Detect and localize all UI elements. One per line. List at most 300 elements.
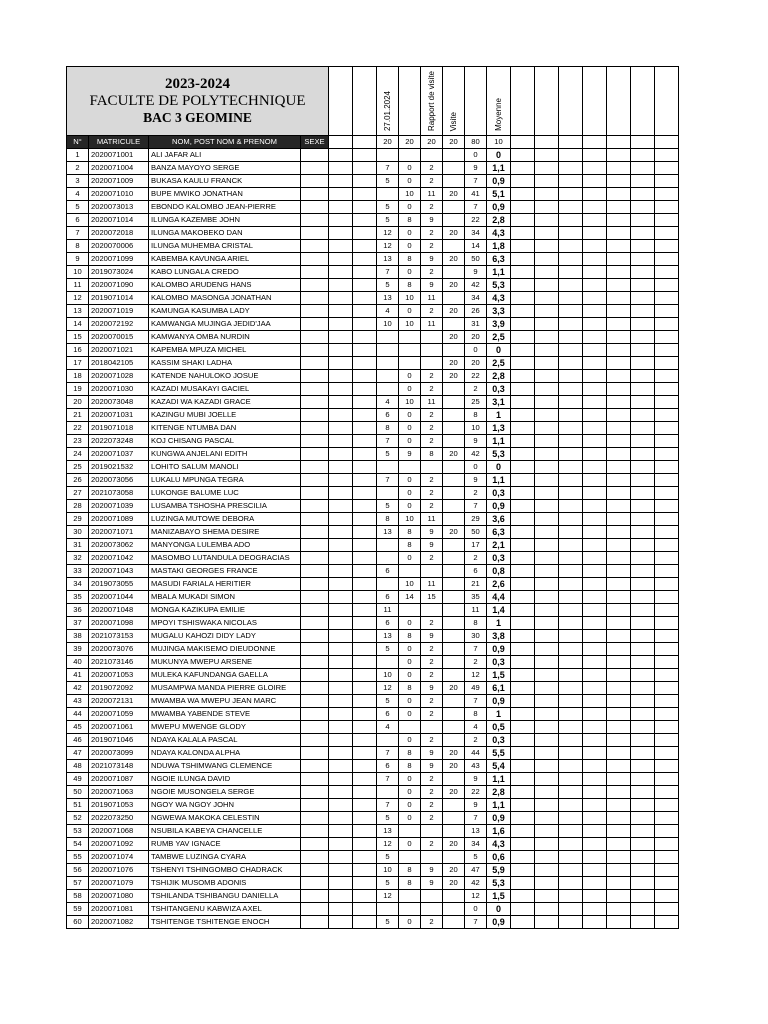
score-cell [443, 214, 465, 227]
blank-cell [607, 734, 631, 747]
blank-cell [329, 617, 353, 630]
score-cell [399, 903, 421, 916]
table-row [67, 162, 679, 175]
row-number: 7 [67, 227, 89, 240]
row-number: 8 [67, 240, 89, 253]
blank-cell [511, 825, 535, 838]
student-name-cell: MANYONGA LULEMBA ADO [149, 539, 301, 552]
blank-cell [607, 474, 631, 487]
moyenne-cell: 2,8 [487, 214, 511, 227]
total-cell: 42 [465, 279, 487, 292]
student-name-cell: KABEMBA KAVUNGA ARIEL [149, 253, 301, 266]
table-row [67, 682, 679, 695]
student-name-cell: NGOIE MUSONGELA SERGE [149, 786, 301, 799]
score-cell [443, 435, 465, 448]
blank-cell [329, 786, 353, 799]
score-cell: 8 [399, 630, 421, 643]
blank-cell [559, 903, 583, 916]
matricule-cell: 2020071082 [89, 916, 149, 929]
blank-cell [329, 253, 353, 266]
score-cell [443, 799, 465, 812]
blank-cell [559, 461, 583, 474]
blank-cell [535, 799, 559, 812]
blank-cell [583, 396, 607, 409]
blank-cell [353, 695, 377, 708]
blank-cell [535, 370, 559, 383]
blank-cell [607, 890, 631, 903]
student-name-cell: KAZINGU MUBI JOELLE [149, 409, 301, 422]
sexe-cell [301, 591, 329, 604]
blank-cell [583, 695, 607, 708]
blank-cell [535, 513, 559, 526]
score-cell [377, 149, 399, 162]
blank-cell [583, 175, 607, 188]
score-cell: 2 [421, 695, 443, 708]
blank-cell [535, 760, 559, 773]
table-row [67, 279, 679, 292]
score-cell [377, 656, 399, 669]
row-number: 46 [67, 734, 89, 747]
blank-cell [607, 409, 631, 422]
row-number: 12 [67, 292, 89, 305]
sexe-cell [301, 344, 329, 357]
sexe-cell [301, 578, 329, 591]
blank-cell [535, 903, 559, 916]
sexe-cell [301, 552, 329, 565]
score-cell: 0 [399, 643, 421, 656]
score-cell [421, 149, 443, 162]
blank-cell [583, 643, 607, 656]
score-cell: 0 [399, 799, 421, 812]
table-row [67, 513, 679, 526]
blank-cell [329, 903, 353, 916]
blank-cell [583, 279, 607, 292]
blank-cell [583, 253, 607, 266]
blank-cell [353, 578, 377, 591]
total-cell: 9 [465, 435, 487, 448]
blank-cell [607, 201, 631, 214]
blank-cell [607, 760, 631, 773]
blank-cell [583, 890, 607, 903]
score-cell [443, 513, 465, 526]
blank-cell [535, 708, 559, 721]
total-cell: 22 [465, 214, 487, 227]
blank-cell [631, 214, 655, 227]
score-cell [443, 201, 465, 214]
blank-cell [607, 188, 631, 201]
total-cell: 12 [465, 669, 487, 682]
score-cell: 9 [421, 682, 443, 695]
blank-cell [535, 279, 559, 292]
score-cell: 5 [377, 500, 399, 513]
total-cell: 7 [465, 916, 487, 929]
row-number: 52 [67, 812, 89, 825]
matricule-cell: 2019071046 [89, 734, 149, 747]
row-number: 38 [67, 630, 89, 643]
score-cell: 11 [421, 396, 443, 409]
blank-cell [559, 370, 583, 383]
total-cell: 7 [465, 812, 487, 825]
score-cell [399, 461, 421, 474]
blank-cell [631, 240, 655, 253]
blank-cell [353, 552, 377, 565]
blank-cell [583, 370, 607, 383]
blank-cell [511, 422, 535, 435]
blank-cell [353, 903, 377, 916]
score-cell: 11 [421, 578, 443, 591]
blank-cell [353, 461, 377, 474]
score-cell: 0 [399, 266, 421, 279]
table-row [67, 331, 679, 344]
sexe-cell [301, 370, 329, 383]
blank-cell [511, 864, 535, 877]
blank-cell [607, 305, 631, 318]
blank-cell [607, 864, 631, 877]
blank-cell [511, 513, 535, 526]
sexe-cell [301, 279, 329, 292]
score-cell [377, 734, 399, 747]
blank-cell [353, 513, 377, 526]
table-row [67, 266, 679, 279]
total-cell: 20 [465, 357, 487, 370]
blank-cell [583, 513, 607, 526]
sexe-cell [301, 448, 329, 461]
blank-cell [607, 630, 631, 643]
score-cell [443, 396, 465, 409]
matricule-cell: 2020071059 [89, 708, 149, 721]
total-cell: 21 [465, 578, 487, 591]
total-cell: 2 [465, 734, 487, 747]
blank-cell [535, 552, 559, 565]
score-cell: 5 [377, 916, 399, 929]
blank-cell [353, 565, 377, 578]
student-name-cell: KAMWANYA OMBA NURDIN [149, 331, 301, 344]
score-cell: 2 [421, 669, 443, 682]
score-cell: 0 [399, 916, 421, 929]
blank-cell [583, 552, 607, 565]
blank-cell [655, 747, 679, 760]
student-name-cell: KALOMBO ARUDENG HANS [149, 279, 301, 292]
score-cell: 20 [443, 786, 465, 799]
blank-cell [329, 214, 353, 227]
blank-cell [511, 396, 535, 409]
blank-cell [655, 669, 679, 682]
blank-cell [655, 487, 679, 500]
blank-cell [583, 578, 607, 591]
score-cell: 0 [399, 305, 421, 318]
blank-cell [559, 149, 583, 162]
table-row [67, 552, 679, 565]
blank-cell [353, 682, 377, 695]
blank-cell [583, 474, 607, 487]
score-cell: 6 [377, 591, 399, 604]
blank-cell [511, 643, 535, 656]
eval-header-rapport: Rapport de visite [421, 67, 443, 136]
blank-cell [511, 461, 535, 474]
blank-cell [631, 630, 655, 643]
blank-cell [607, 799, 631, 812]
blank-cell [607, 253, 631, 266]
blank-cell [353, 500, 377, 513]
score-cell: 0 [399, 734, 421, 747]
blank-cell [559, 721, 583, 734]
moyenne-cell: 1 [487, 708, 511, 721]
moyenne-cell: 6,3 [487, 253, 511, 266]
blank-cell [511, 266, 535, 279]
blank-cell [559, 864, 583, 877]
matricule-cell: 2020071037 [89, 448, 149, 461]
blank-cell [631, 669, 655, 682]
blank-cell [329, 422, 353, 435]
blank-cell [353, 266, 377, 279]
max-score: 10 [487, 136, 511, 149]
blank-cell [511, 500, 535, 513]
blank-cell [655, 162, 679, 175]
row-number: 56 [67, 864, 89, 877]
sexe-cell [301, 500, 329, 513]
score-cell [443, 643, 465, 656]
total-cell: 49 [465, 682, 487, 695]
score-cell [421, 331, 443, 344]
total-cell: 42 [465, 448, 487, 461]
score-cell: 11 [421, 513, 443, 526]
score-cell [443, 825, 465, 838]
blank-cell [583, 149, 607, 162]
row-number: 36 [67, 604, 89, 617]
student-name-cell: NDAYA KALONDA ALPHA [149, 747, 301, 760]
blank-cell [655, 786, 679, 799]
score-cell: 2 [421, 422, 443, 435]
matricule-cell: 2020071048 [89, 604, 149, 617]
score-cell: 14 [399, 591, 421, 604]
eval-header-visite: Visite [443, 67, 465, 136]
score-cell [443, 734, 465, 747]
blank-cell [353, 149, 377, 162]
score-cell: 2 [421, 201, 443, 214]
blank-cell [353, 747, 377, 760]
blank-cell [535, 422, 559, 435]
student-name-cell: KAZADI WA KAZADI GRACE [149, 396, 301, 409]
row-number: 54 [67, 838, 89, 851]
blank-cell [329, 630, 353, 643]
blank-cell [583, 201, 607, 214]
score-cell [443, 383, 465, 396]
blank-cell [511, 786, 535, 799]
blank-cell [631, 812, 655, 825]
blank-cell [535, 747, 559, 760]
score-cell [443, 890, 465, 903]
blank-cell [535, 838, 559, 851]
score-cell: 7 [377, 435, 399, 448]
blank-cell [535, 643, 559, 656]
student-name-cell: KITENGE NTUMBA DAN [149, 422, 301, 435]
table-row [67, 630, 679, 643]
blank-cell [583, 760, 607, 773]
blank-cell [655, 812, 679, 825]
blank-cell [559, 409, 583, 422]
total-cell: 30 [465, 630, 487, 643]
blank-cell [583, 227, 607, 240]
blank-cell [631, 721, 655, 734]
row-number: 16 [67, 344, 89, 357]
blank-cell [607, 292, 631, 305]
moyenne-cell: 1,1 [487, 799, 511, 812]
blank-cell [631, 695, 655, 708]
row-number: 47 [67, 747, 89, 760]
blank-cell [607, 539, 631, 552]
blank-header-cell [511, 136, 535, 149]
score-cell: 11 [421, 188, 443, 201]
blank-cell [559, 656, 583, 669]
blank-cell [607, 916, 631, 929]
table-row [67, 617, 679, 630]
moyenne-cell: 5,3 [487, 279, 511, 292]
total-cell: 6 [465, 565, 487, 578]
blank-cell [583, 669, 607, 682]
score-cell: 8 [399, 526, 421, 539]
row-number: 30 [67, 526, 89, 539]
score-cell: 20 [443, 305, 465, 318]
matricule-cell: 2020071079 [89, 877, 149, 890]
matricule-cell: 2020071030 [89, 383, 149, 396]
blank-cell [353, 201, 377, 214]
score-cell: 0 [399, 617, 421, 630]
blank-cell [607, 877, 631, 890]
row-number: 26 [67, 474, 89, 487]
student-name-cell: MANIZABAYO SHEMA DESIRE [149, 526, 301, 539]
blank-cell [329, 851, 353, 864]
table-row [67, 474, 679, 487]
total-cell: 8 [465, 708, 487, 721]
matricule-cell: 2021073058 [89, 487, 149, 500]
blank-cell [535, 435, 559, 448]
sexe-cell [301, 630, 329, 643]
table-row [67, 786, 679, 799]
blank-cell [583, 617, 607, 630]
score-cell [377, 370, 399, 383]
blank-cell [655, 708, 679, 721]
blank-cell [511, 253, 535, 266]
blank-header-cell [559, 136, 583, 149]
blank-cell [631, 292, 655, 305]
blank-cell [631, 747, 655, 760]
table-row [67, 487, 679, 500]
score-cell: 20 [443, 188, 465, 201]
student-name-cell: TSHILANDA TSHIBANGU DANIELLA [149, 890, 301, 903]
blank-cell [559, 188, 583, 201]
blank-cell [655, 214, 679, 227]
score-cell [443, 851, 465, 864]
blank-cell [607, 747, 631, 760]
matricule-cell: 2020071021 [89, 344, 149, 357]
sexe-cell [301, 708, 329, 721]
score-cell: 2 [421, 383, 443, 396]
score-cell [443, 149, 465, 162]
score-cell: 2 [421, 500, 443, 513]
score-cell [377, 578, 399, 591]
moyenne-cell: 0,9 [487, 916, 511, 929]
total-cell: 9 [465, 773, 487, 786]
blank-cell [559, 851, 583, 864]
row-number: 28 [67, 500, 89, 513]
score-cell: 20 [443, 682, 465, 695]
matricule-cell: 2020071087 [89, 773, 149, 786]
blank-cell [511, 565, 535, 578]
row-number: 9 [67, 253, 89, 266]
score-cell [421, 903, 443, 916]
row-number: 39 [67, 643, 89, 656]
blank-cell [583, 266, 607, 279]
blank-cell [583, 877, 607, 890]
score-cell: 2 [421, 838, 443, 851]
score-cell: 2 [421, 227, 443, 240]
score-cell: 2 [421, 617, 443, 630]
matricule-cell: 2020071044 [89, 591, 149, 604]
blank-cell [353, 162, 377, 175]
student-name-cell: NGOIE ILUNGA DAVID [149, 773, 301, 786]
total-cell: 7 [465, 500, 487, 513]
score-cell: 2 [421, 162, 443, 175]
score-cell [377, 786, 399, 799]
total-cell: 7 [465, 695, 487, 708]
table-row [67, 305, 679, 318]
blank-cell [511, 188, 535, 201]
total-cell: 25 [465, 396, 487, 409]
matricule-cell: 2020071074 [89, 851, 149, 864]
blank-cell [559, 734, 583, 747]
total-cell: 41 [465, 188, 487, 201]
blank-cell [631, 565, 655, 578]
blank-cell [535, 409, 559, 422]
student-name-cell: KASSIM SHAKI LADHA [149, 357, 301, 370]
blank-cell [329, 916, 353, 929]
blank-cell [511, 539, 535, 552]
score-cell [443, 721, 465, 734]
student-name-cell: KAPEMBA MPUZA MICHEL [149, 344, 301, 357]
blank-cell [511, 747, 535, 760]
blank-cell [631, 383, 655, 396]
row-number: 23 [67, 435, 89, 448]
sexe-cell [301, 214, 329, 227]
score-cell [443, 604, 465, 617]
total-cell: 9 [465, 799, 487, 812]
blank-cell [511, 838, 535, 851]
blank-cell [511, 448, 535, 461]
blank-cell [535, 526, 559, 539]
score-cell: 2 [421, 487, 443, 500]
blank-header-cell [535, 136, 559, 149]
score-cell: 0 [399, 786, 421, 799]
student-name-cell: MULEKA KAFUNDANGA GAELLA [149, 669, 301, 682]
blank-cell [535, 578, 559, 591]
student-name-cell: LUZINGA MUTOWE DEBORA [149, 513, 301, 526]
total-cell: 9 [465, 266, 487, 279]
blank-cell [631, 786, 655, 799]
blank-cell [559, 786, 583, 799]
score-cell: 9 [421, 279, 443, 292]
matricule-cell: 2020071090 [89, 279, 149, 292]
blank-cell [353, 214, 377, 227]
blank-cell [353, 643, 377, 656]
blank-cell [559, 838, 583, 851]
total-cell: 7 [465, 643, 487, 656]
blank-cell [353, 487, 377, 500]
row-number: 48 [67, 760, 89, 773]
moyenne-cell: 0 [487, 903, 511, 916]
score-cell: 5 [377, 201, 399, 214]
blank-header-cell [631, 67, 655, 136]
sexe-cell [301, 539, 329, 552]
